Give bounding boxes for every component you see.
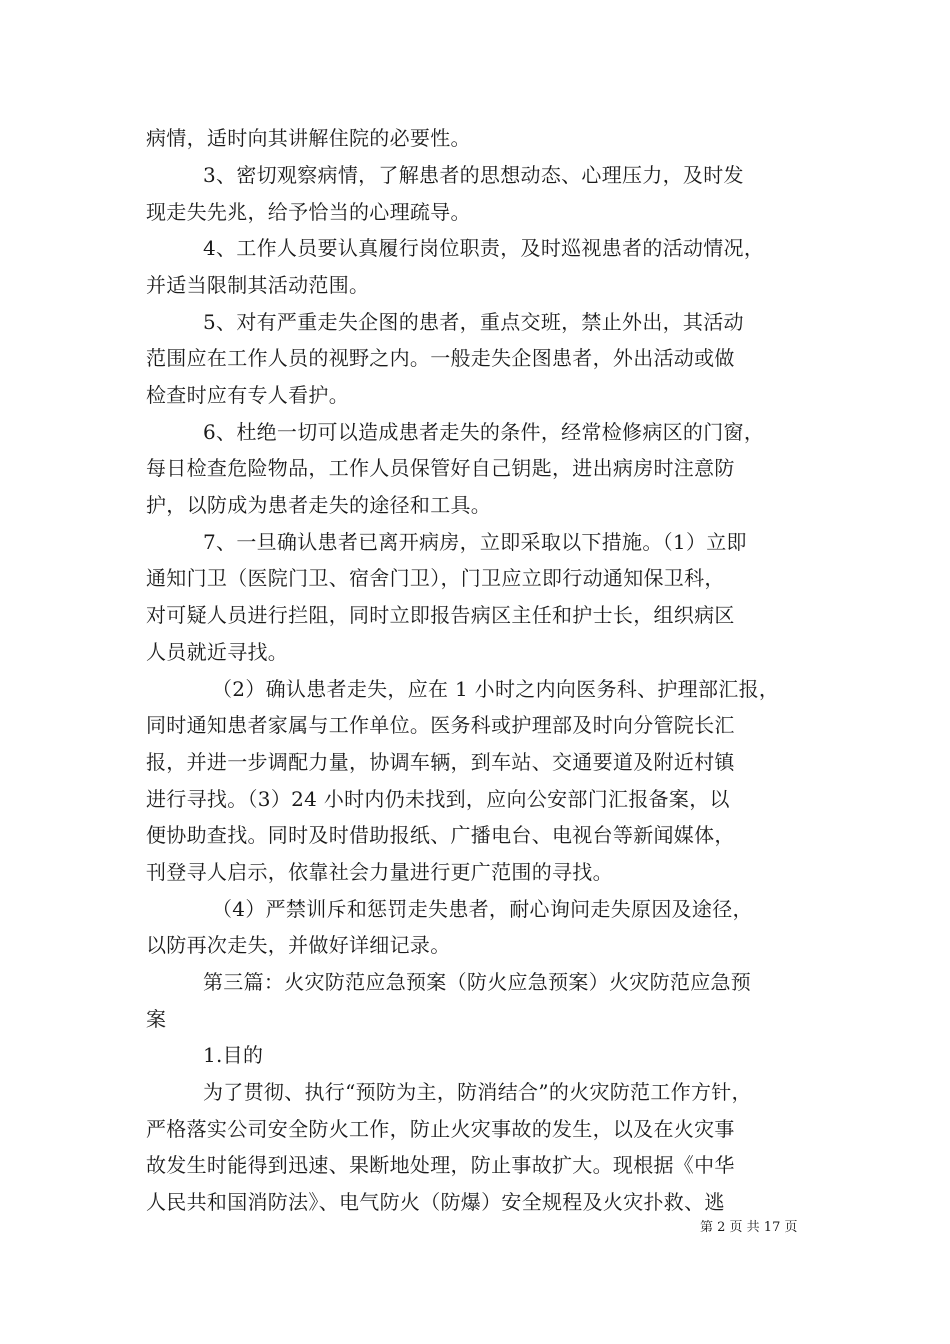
text-line-10: 每日检查危险物品，工作人员保管好自己钥匙，进出病房时注意防 [146, 456, 735, 480]
text-line-14: 对可疑人员进行拦阻，同时立即报告病区主任和护士长，组织病区 [146, 603, 735, 627]
text-line-9: 6、杜绝一切可以造成患者走失的条件，经常检修病区的门窗， [203, 420, 765, 444]
text-line-12: 7、一旦确认患者已离开病房，立即采取以下措施。（1）立即 [203, 530, 747, 554]
text-line-13: 通知门卫（医院门卫、宿舍门卫），门卫应立即行动通知保卫科， [146, 566, 725, 590]
text-line-24: 第三篇：火灾防范应急预案（防火应急预案）火灾防范应急预 [203, 970, 752, 994]
text-line-21: 刊登寻人启示，依靠社会力量进行更广范围的寻找。 [146, 860, 613, 884]
text-line-6: 5、对有严重走失企图的患者，重点交班，禁止外出，其活动 [203, 310, 744, 334]
text-line-22: （4）严禁训斥和惩罚走失患者，耐心询问走失原因及途径， [212, 897, 753, 921]
text-line-30: 人民共和国消防法》、电气防火（防爆）安全规程及火灾扑救、逃 [146, 1190, 725, 1214]
text-line-15: 人员就近寻找。 [146, 640, 289, 664]
text-line-25: 案 [146, 1007, 167, 1031]
text-line-27: 为了贯彻、执行“预防为主，防消结合”的火灾防范工作方针， [203, 1080, 752, 1104]
text-line-28: 严格落实公司安全防火工作，防止火灾事故的发生，以及在火灾事 [146, 1117, 735, 1141]
text-line-19: 进行寻找。（3）24 小时内仍未找到，应向公安部门汇报备案，以 [146, 787, 730, 811]
text-line-29: 故发生时能得到迅速、果断地处理，防止事故扩大。现根据《中华 [146, 1153, 735, 1177]
text-line-8: 检查时应有专人看护。 [146, 383, 349, 407]
text-line-3: 现走失先兆，给予恰当的心理疏导。 [146, 200, 471, 224]
text-line-11: 护，以防成为患者走失的途径和工具。 [146, 493, 492, 517]
text-line-5: 并适当限制其活动范围。 [146, 273, 370, 297]
text-line-4: 4、工作人员要认真履行岗位职责，及时巡视患者的活动情况， [203, 236, 765, 260]
text-line-18: 报，并进一步调配力量，协调车辆，到车站、交通要道及附近村镇 [146, 750, 735, 774]
text-line-2: 3、密切观察病情，了解患者的思想动态、心理压力，及时发 [203, 163, 744, 187]
text-line-23: 以防再次走失，并做好详细记录。 [146, 933, 451, 957]
text-line-17: 同时通知患者家属与工作单位。医务科或护理部及时向分管院长汇 [146, 713, 735, 737]
text-line-20: 便协助查找。同时及时借助报纸、广播电台、电视台等新闻媒体， [146, 823, 735, 847]
page-number-footer: 第 2 页 共 17 页 [700, 1220, 798, 1235]
text-line-1: 病情，适时向其讲解住院的必要性。 [146, 126, 471, 150]
text-line-16: （2）确认患者走失，应在 1 小时之内向医务科、护理部汇报， [212, 677, 780, 701]
text-line-26: 1.目的 [203, 1043, 264, 1067]
text-line-7: 范围应在工作人员的视野之内。一般走失企图患者，外出活动或做 [146, 346, 735, 370]
